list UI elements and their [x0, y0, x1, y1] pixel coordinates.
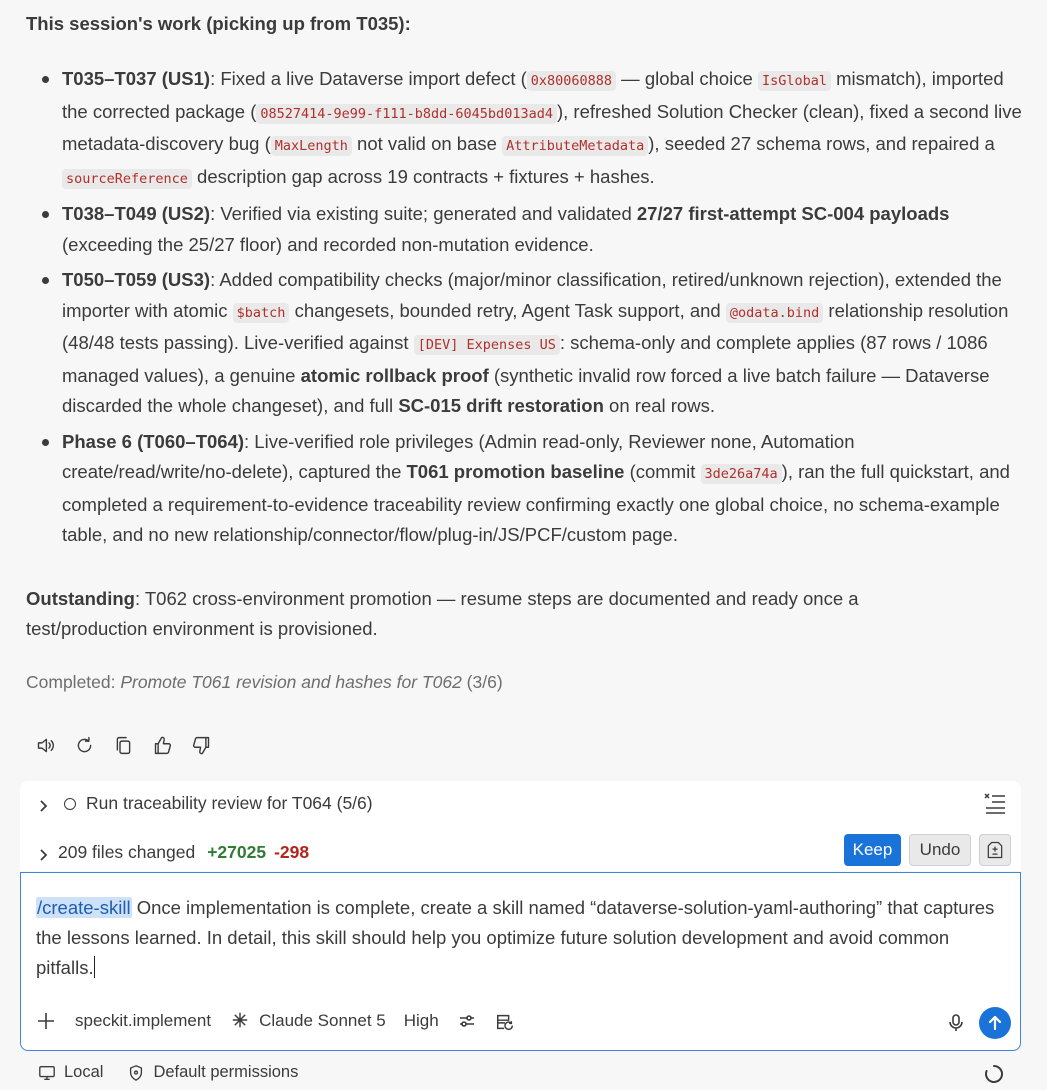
- inline-code: IsGlobal: [758, 71, 831, 91]
- plus-icon[interactable]: [35, 1010, 57, 1032]
- completed-task: Promote T061 revision and hashes for T062: [120, 672, 462, 692]
- inline-code: 08527414-9e99-f111-b8dd-6045bd013ad4: [256, 104, 557, 124]
- inline-code: [DEV] Expenses US: [414, 335, 560, 355]
- item-bold: SC-015 drift restoration: [398, 395, 604, 416]
- item-text: : Verified via existing suite; generated and validated: [210, 203, 637, 224]
- sparkle-icon: [231, 1011, 251, 1031]
- item-label: T035–T037 (US1): [62, 68, 211, 89]
- completed-progress: (3/6): [461, 672, 503, 692]
- item-text: (synthetic invalid row forced a live batch failure — Dataverse discarded the whole changeset), and full: [62, 364, 990, 416]
- context-icon[interactable]: [495, 1011, 515, 1031]
- inline-code: 3de26a74a: [701, 464, 782, 484]
- changes-summary-row[interactable]: [36, 842, 309, 863]
- item-text: ), ran the full quickstart, and completed a requirement-to-evidence traceability review confirming exactly one global choice, no schema-example table, and no new relationship/connector/flow/plug-in/JS/PCF/custom page.: [62, 461, 1010, 545]
- item-label: Phase 6 (T060–T064): [62, 430, 245, 452]
- changes-panel: [20, 781, 1021, 871]
- item-text: (exceeding the 25/27 floor) and recorded non-mutation evidence.: [62, 233, 594, 255]
- item-bold: 27/27 first-attempt SC-004 payloads: [636, 203, 950, 224]
- prompt-text[interactable]: [36, 893, 996, 983]
- send-button[interactable]: [979, 1007, 1011, 1039]
- item-text: on real rows.: [603, 395, 715, 416]
- retry-icon[interactable]: [69, 731, 99, 759]
- monitor-icon: [38, 1064, 56, 1082]
- spinner-icon: [984, 1064, 1004, 1084]
- item-text: ), refreshed Solution Checker (clean), fixed a second live metadata-discovery bug (: [62, 100, 1022, 154]
- chat-input-box[interactable]: [20, 872, 1021, 1051]
- item-text: description gap across 19 contracts + fixtures + hashes.: [191, 165, 655, 187]
- settings-sliders-icon[interactable]: [457, 1011, 477, 1031]
- item-text: : Fixed a live Dataverse import defect (: [210, 68, 527, 89]
- outstanding-note: [26, 584, 926, 643]
- prompt-body: Once implementation is complete, create a skill named “dataverse-solution-yaml-authoring” that captures the lessons learned. In detail, this skill should help you optimize future solution development and avoid common pitfalls.: [36, 897, 995, 978]
- session-title: This session's work (picking up from T035):: [26, 13, 411, 34]
- item-text: (commit: [624, 461, 701, 482]
- inline-code: AttributeMetadata: [502, 136, 648, 156]
- item-bold: T061 promotion baseline: [406, 461, 625, 482]
- item-text: : Live-verified role privileges (Admin read-only, Reviewer none, Automation create/read/write/no-delete), captured the: [62, 430, 855, 482]
- item-text: : schema-only and complete applies (87 rows / 1086 managed values), a genuine: [62, 332, 988, 386]
- list-item: [62, 64, 1022, 194]
- copy-icon[interactable]: [108, 731, 138, 759]
- item-bold: atomic rollback proof: [300, 364, 489, 386]
- inline-code: @odata.bind: [726, 303, 823, 323]
- files-changed-count: 209 files changed: [58, 842, 196, 862]
- thumbs-down-icon[interactable]: [186, 731, 216, 759]
- model-selector[interactable]: [231, 1011, 386, 1031]
- location-selector[interactable]: [38, 1063, 103, 1082]
- item-text: : Added compatibility checks (major/minor classification, retired/unknown rejection), extended the importer with atomic: [62, 269, 1002, 321]
- current-task-row[interactable]: [36, 793, 373, 814]
- inline-code: $batch: [233, 303, 290, 323]
- task-list-icon[interactable]: [983, 791, 1007, 815]
- completed-prefix: Completed:: [26, 672, 121, 692]
- pending-circle-icon: [64, 798, 76, 810]
- text-caret: [94, 956, 96, 978]
- footer-bar: [38, 1063, 298, 1082]
- permissions-selector[interactable]: [127, 1063, 298, 1082]
- slash-command: /create-skill: [37, 897, 131, 918]
- lines-removed: -298: [274, 842, 310, 862]
- effort-selector[interactable]: High: [403, 1011, 439, 1030]
- permissions-label: Default permissions: [153, 1063, 299, 1081]
- lines-added: +27025: [207, 842, 267, 862]
- item-text: not valid on base: [351, 133, 503, 154]
- location-label: Local: [64, 1063, 104, 1081]
- list-item: [62, 199, 1022, 260]
- review-changes-icon[interactable]: [979, 834, 1011, 866]
- inline-code: 0x80060888: [527, 71, 616, 91]
- shield-icon: [127, 1064, 145, 1082]
- item-label: T038–T049 (US2): [62, 203, 211, 224]
- item-label: T050–T059 (US3): [62, 269, 211, 290]
- work-list: [62, 64, 1022, 556]
- composer-toolbar: [35, 1010, 515, 1032]
- list-item: [62, 265, 1022, 422]
- agent-selector[interactable]: speckit.implement: [75, 1011, 212, 1030]
- item-text: changesets, bounded retry, Agent Task support, and: [289, 299, 726, 321]
- chevron-right-icon[interactable]: [36, 797, 50, 811]
- microphone-icon[interactable]: [946, 1013, 966, 1033]
- model-name: Claude Sonnet 5: [259, 1011, 386, 1030]
- chevron-right-icon[interactable]: [36, 846, 50, 860]
- inline-code: sourceReference: [62, 169, 192, 189]
- inline-code: MaxLength: [271, 136, 352, 156]
- outstanding-label: Outstanding: [26, 588, 135, 609]
- completed-status: [26, 672, 503, 693]
- outstanding-text: : T062 cross-environment promotion — resume steps are documented and ready once a test/production environment is provisioned.: [26, 588, 859, 639]
- current-task-label: Run traceability review for T064 (5/6): [86, 793, 373, 813]
- undo-button[interactable]: Undo: [909, 834, 971, 866]
- item-text: relationship resolution (48/48 tests passing). Live-verified against: [62, 299, 1009, 353]
- list-item: [62, 427, 1022, 551]
- item-text: mismatch), imported the corrected package (: [62, 68, 1004, 122]
- keep-button[interactable]: Keep: [844, 834, 901, 866]
- send-arrow-icon: [986, 1014, 1004, 1032]
- thumbs-up-icon[interactable]: [147, 731, 177, 759]
- read-aloud-icon[interactable]: [30, 731, 60, 759]
- item-text: ), seeded 27 schema rows, and repaired a: [648, 133, 995, 154]
- item-text: — global choice: [616, 68, 758, 89]
- message-actions: [30, 731, 216, 759]
